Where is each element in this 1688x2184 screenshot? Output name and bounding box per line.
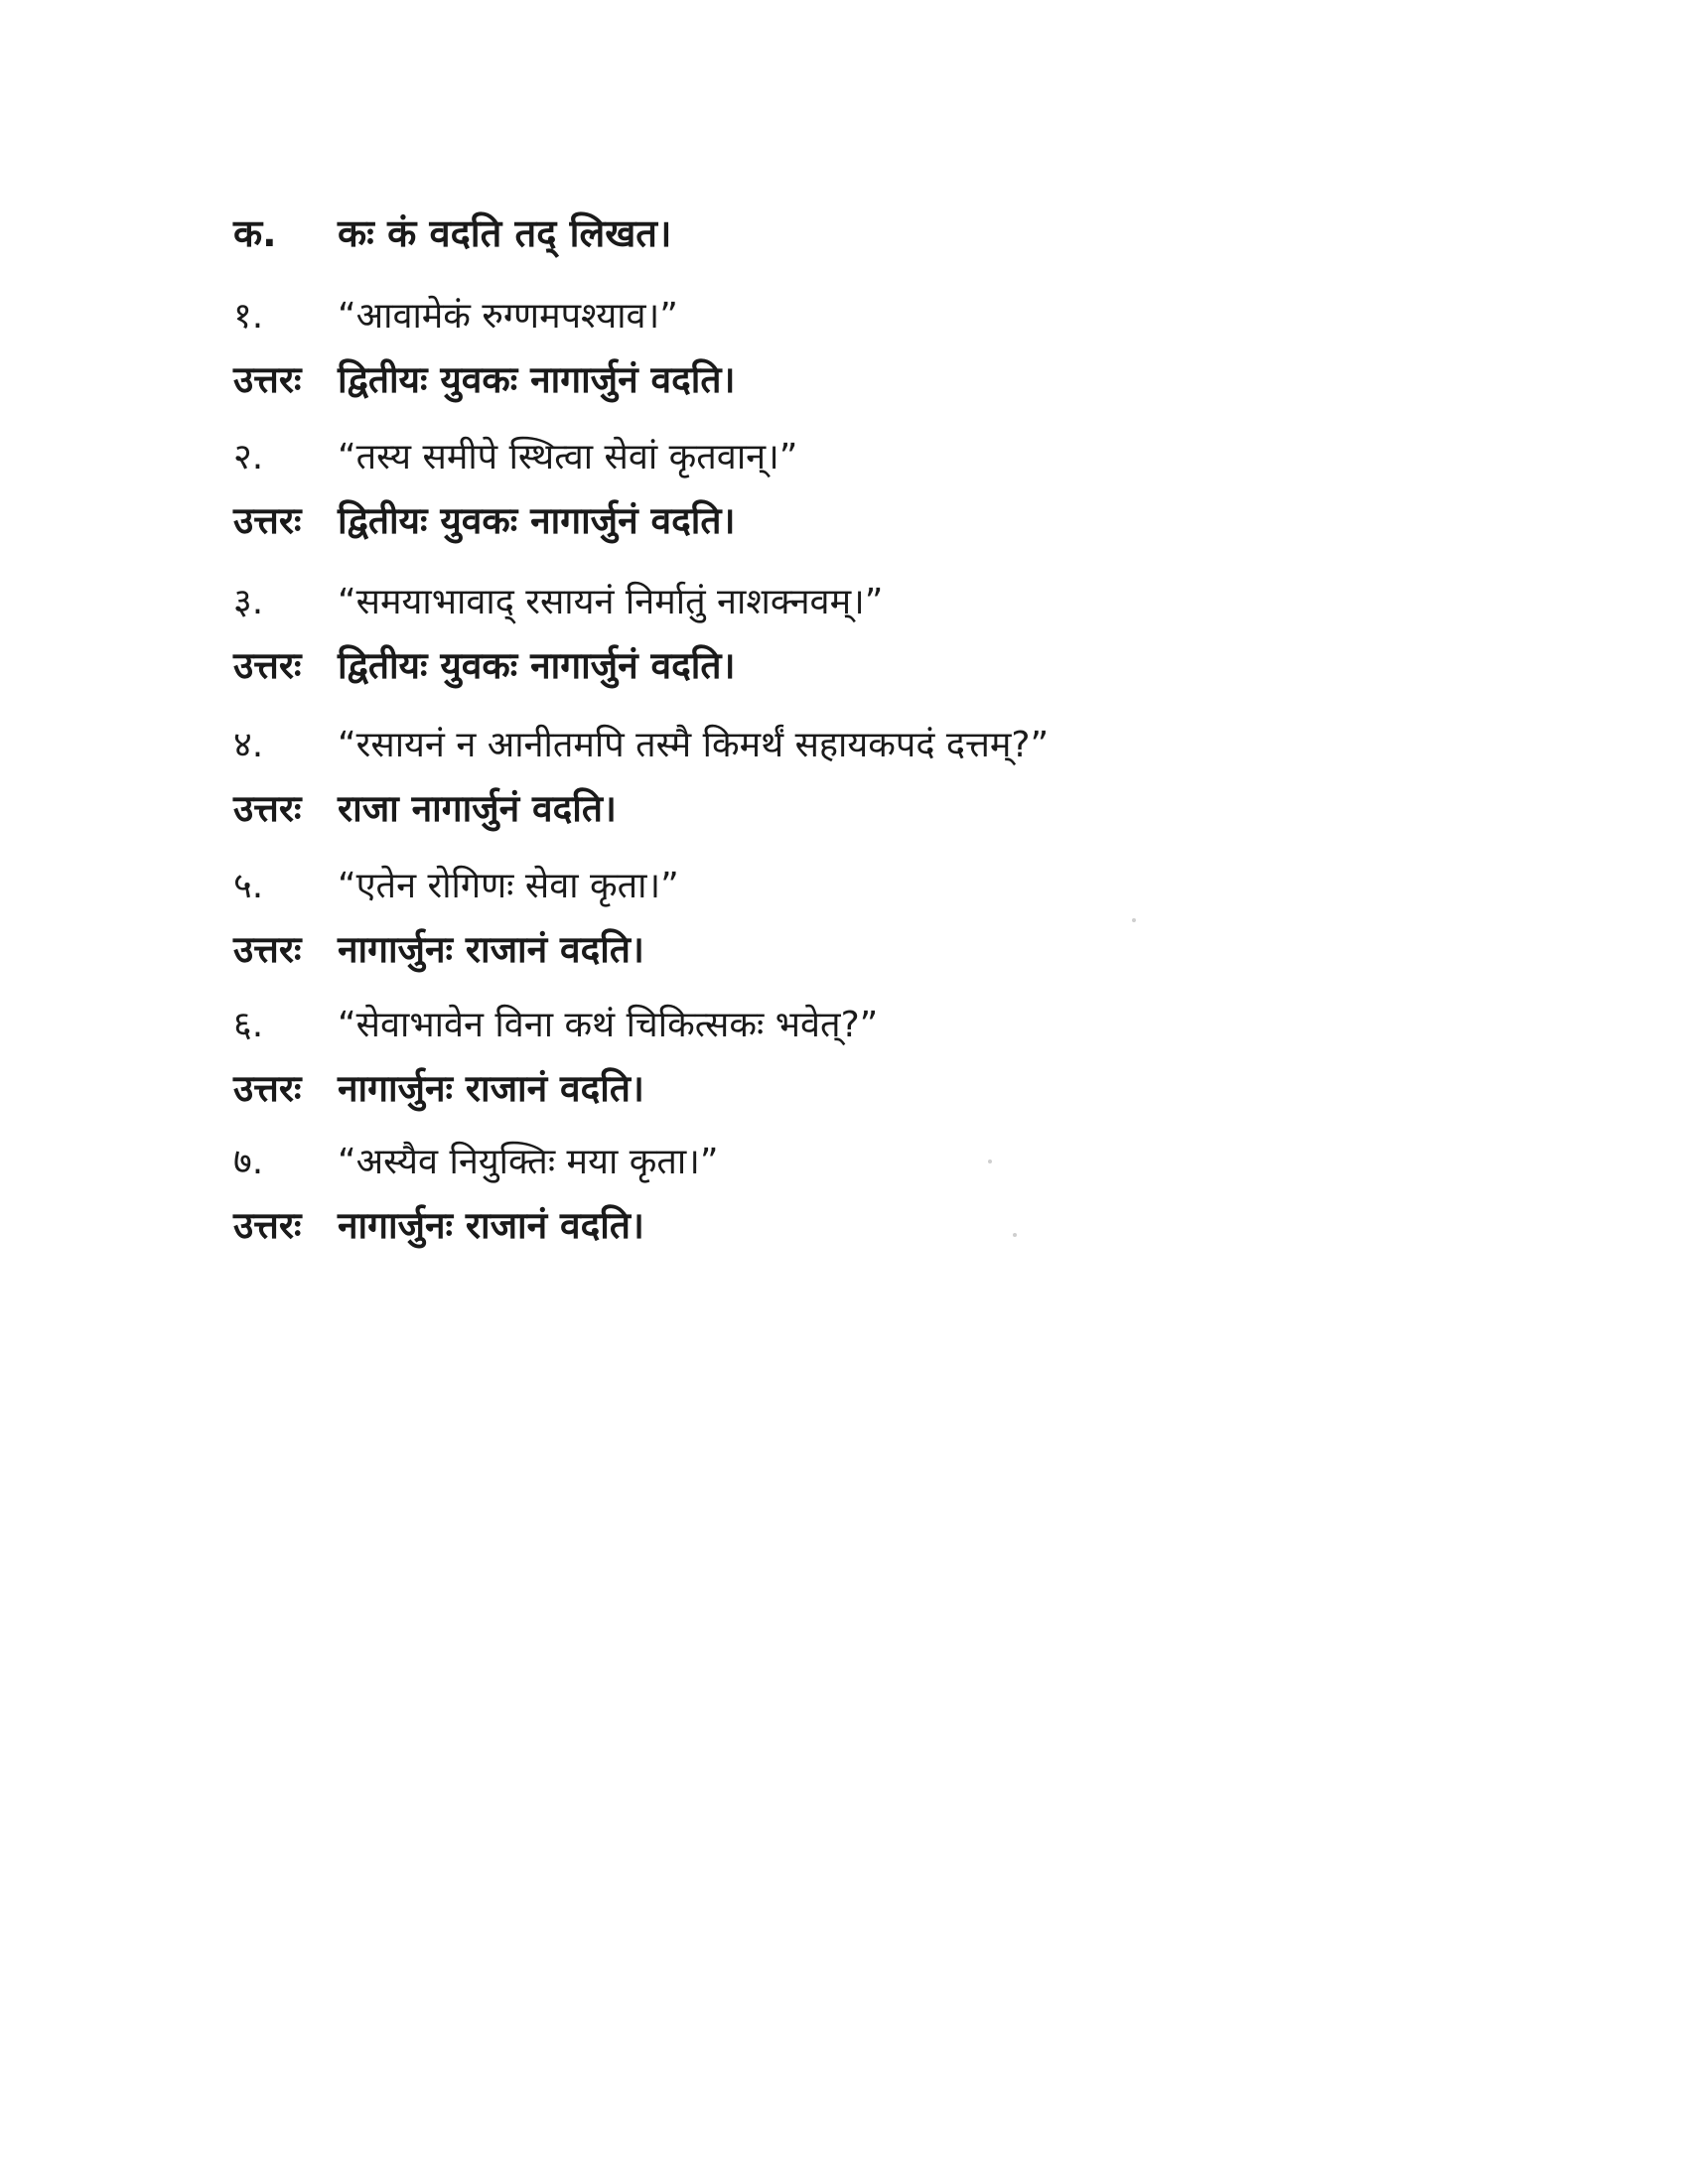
question-quote: “समयाभावाद् रसायनं निर्मातुं नाशक्नवम्।” xyxy=(338,582,884,622)
question-line xyxy=(233,864,1524,909)
answer-label: उत्तरः xyxy=(233,644,302,687)
heading-marker: क. xyxy=(233,211,277,255)
question-quote: “अस्यैव नियुक्तिः मया कृता।” xyxy=(338,1142,719,1182)
question-quote: “सेवाभावेन विना कथं चिकित्सकः भवेत्?” xyxy=(338,1005,879,1045)
answer-line xyxy=(233,643,1524,689)
question-quote: “तस्य समीपे स्थित्वा सेवां कृतवान्।” xyxy=(338,437,798,478)
answer-text: राजा नागार्जुनं वदति। xyxy=(338,787,617,830)
answer-text: द्वितीयः युवकः नागार्जुनं वदति। xyxy=(338,499,736,542)
question-number: ६. xyxy=(233,1005,264,1045)
answer-line xyxy=(233,927,1524,973)
answer-text: द्वितीयः युवकः नागार्जुनं वदति। xyxy=(338,358,736,401)
question-line xyxy=(233,1140,1524,1185)
question-line xyxy=(233,580,1524,625)
answer-text: नागार्जुनः राजानं वदति। xyxy=(338,1204,644,1247)
answer-label: उत्तरः xyxy=(233,358,302,401)
question-quote: “आवामेकं रुग्णमपश्याव।” xyxy=(338,296,678,337)
answer-line xyxy=(233,498,1524,544)
question-item-7 xyxy=(233,1140,1524,1249)
answer-text: द्वितीयः युवकः नागार्जुनं वदति। xyxy=(338,644,736,687)
question-item-5 xyxy=(233,864,1524,973)
question-item-6 xyxy=(233,1003,1524,1112)
answer-line xyxy=(233,1203,1524,1249)
question-line xyxy=(233,723,1524,768)
answer-line xyxy=(233,786,1524,832)
answer-label: उत्तरः xyxy=(233,928,302,971)
question-number: ७. xyxy=(233,1142,264,1182)
answer-text: नागार्जुनः राजानं वदति। xyxy=(338,1067,644,1110)
question-quote: “एतेन रोगिणः सेवा कृता।” xyxy=(338,866,679,906)
answer-label: उत्तरः xyxy=(233,499,302,542)
question-number: ५. xyxy=(233,866,264,906)
question-number: ३. xyxy=(233,582,264,622)
question-number: २. xyxy=(233,437,264,478)
answer-text: नागार्जुनः राजानं वदति। xyxy=(338,928,644,971)
heading-text: कः कं वदति तद् लिखत। xyxy=(338,211,672,255)
question-item-3 xyxy=(233,580,1524,689)
question-item-2 xyxy=(233,435,1524,544)
question-line xyxy=(233,294,1524,340)
question-quote: “रसायनं न आनीतमपि तस्मै किमर्थं सहायकपदं दत्तम्?” xyxy=(338,725,1050,765)
question-item-1 xyxy=(233,294,1524,403)
answer-label: उत्तरः xyxy=(233,787,302,830)
question-line xyxy=(233,1003,1524,1048)
question-line xyxy=(233,435,1524,480)
scan-speck xyxy=(988,1160,992,1163)
answer-label: उत्तरः xyxy=(233,1067,302,1110)
answer-line xyxy=(233,357,1524,403)
exercise-heading xyxy=(233,206,671,258)
answer-line xyxy=(233,1066,1524,1112)
answer-label: उत्तरः xyxy=(233,1204,302,1247)
scan-speck xyxy=(1132,918,1136,922)
question-number: १. xyxy=(233,296,264,337)
question-item-4 xyxy=(233,723,1524,832)
question-number: ४. xyxy=(233,725,264,765)
scan-speck xyxy=(1013,1233,1017,1237)
